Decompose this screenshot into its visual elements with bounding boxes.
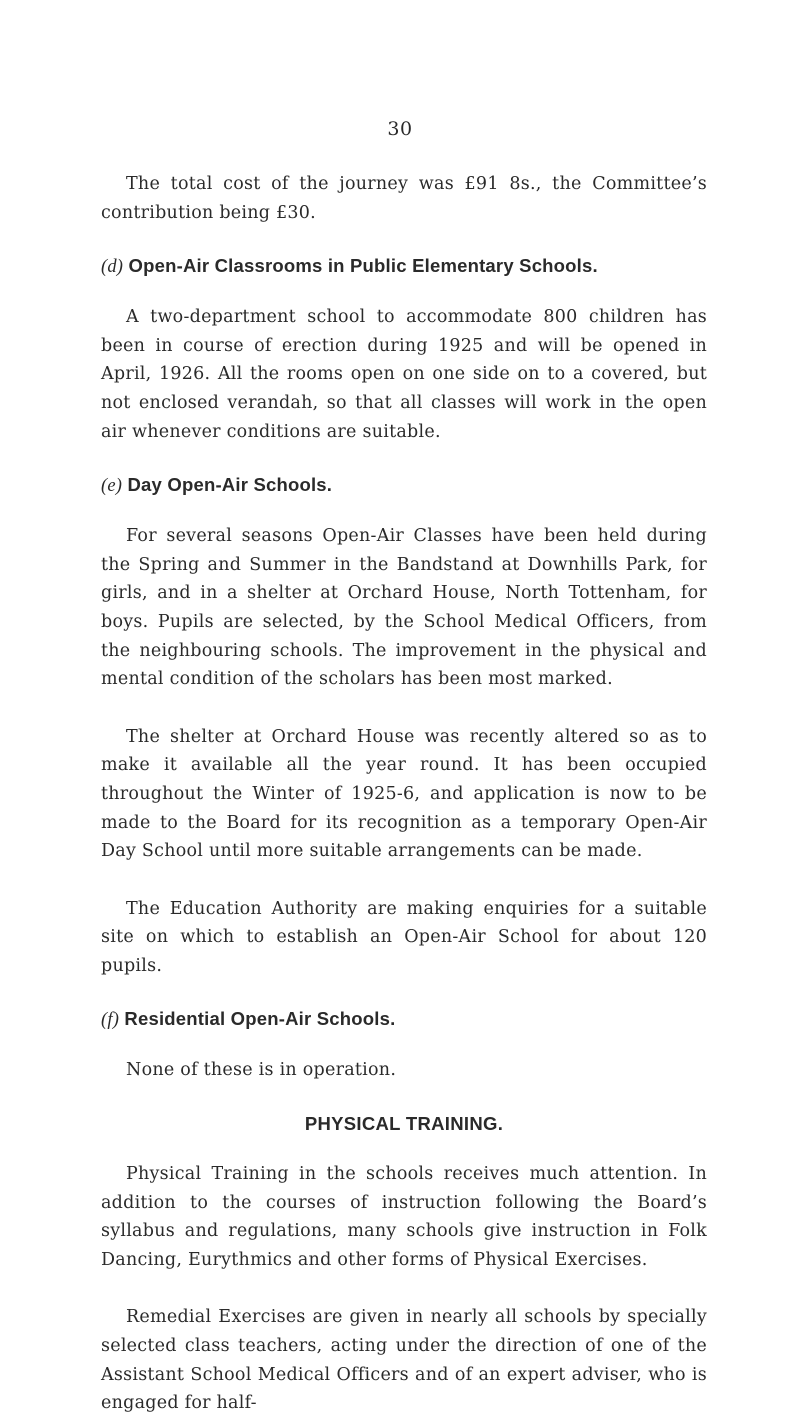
heading-physical-training: PHYSICAL TRAINING.: [304, 1113, 504, 1135]
heading-text-e: Day Open-Air Schools.: [127, 474, 333, 496]
paragraph-none-in-operation: None of these is in operation.: [126, 1060, 397, 1081]
paragraph-open-air-classes: For several seasons Open-Air Classes have been held during the Spring and Summer in the Bandstand at Downhills Park, for girls, and in a shelter at Orchard House, North Tottenham, for boys. Pupils are selected, by the School Medical Officers, from the neighbouring schools. The improvement in the physical and mental condition of the scholars has been most marked.: [101, 526, 707, 690]
paragraph-two-department-school: A two-department school to accommodate 800 children has been in course of erection during 1925 and will be opened in April, 1926. All the rooms open on one side on to a covered, but not enclosed verandah, so that all classes will work in the open air whenever conditions are suitable.: [101, 307, 707, 442]
heading-day-open-air-schools: [101, 471, 707, 500]
heading-letter-e: (e): [101, 476, 123, 497]
heading-residential-open-air-schools: [101, 1005, 707, 1034]
page-content: [101, 170, 707, 1418]
paragraph-journey-cost: The total cost of the journey was £91 8s., the Committee’s contribution being £30.: [101, 174, 707, 223]
paragraph-physical-training: Physical Training in the schools receives much attention. In addition to the courses of instruction following the Board’s syllabus and regulations, many schools give instruction in Folk Dancing, Eurythmics and other forms of Physical Exercises.: [101, 1164, 707, 1270]
page-number: 30: [387, 118, 413, 140]
heading-open-air-classrooms: [101, 252, 707, 281]
paragraph-remedial-exercises: Remedial Exercises are given in nearly all schools by specially selected class teachers, acting under the direction of one of the Assistant School Medical Officers and of an expert adviser, who is engaged for half-: [101, 1307, 707, 1414]
heading-text-f: Residential Open-Air Schools.: [124, 1008, 396, 1030]
heading-text-d: Open-Air Classrooms in Public Elementary Schools.: [128, 255, 598, 277]
heading-letter-f: (f): [101, 1010, 120, 1031]
paragraph-education-authority: The Education Authority are making enquiries for a suitable site on which to establish an Open-Air School for about 120 pupils.: [101, 898, 707, 976]
paragraph-orchard-house-shelter: The shelter at Orchard House was recently altered so as to make it available all the year round. It has been occupied throughout the Winter of 1925-6, and application is now to be made to the Board for its recognition as a temporary Open-Air Day School until more suitable arrangements can be made.: [101, 726, 707, 862]
heading-letter-d: (d): [101, 257, 124, 278]
